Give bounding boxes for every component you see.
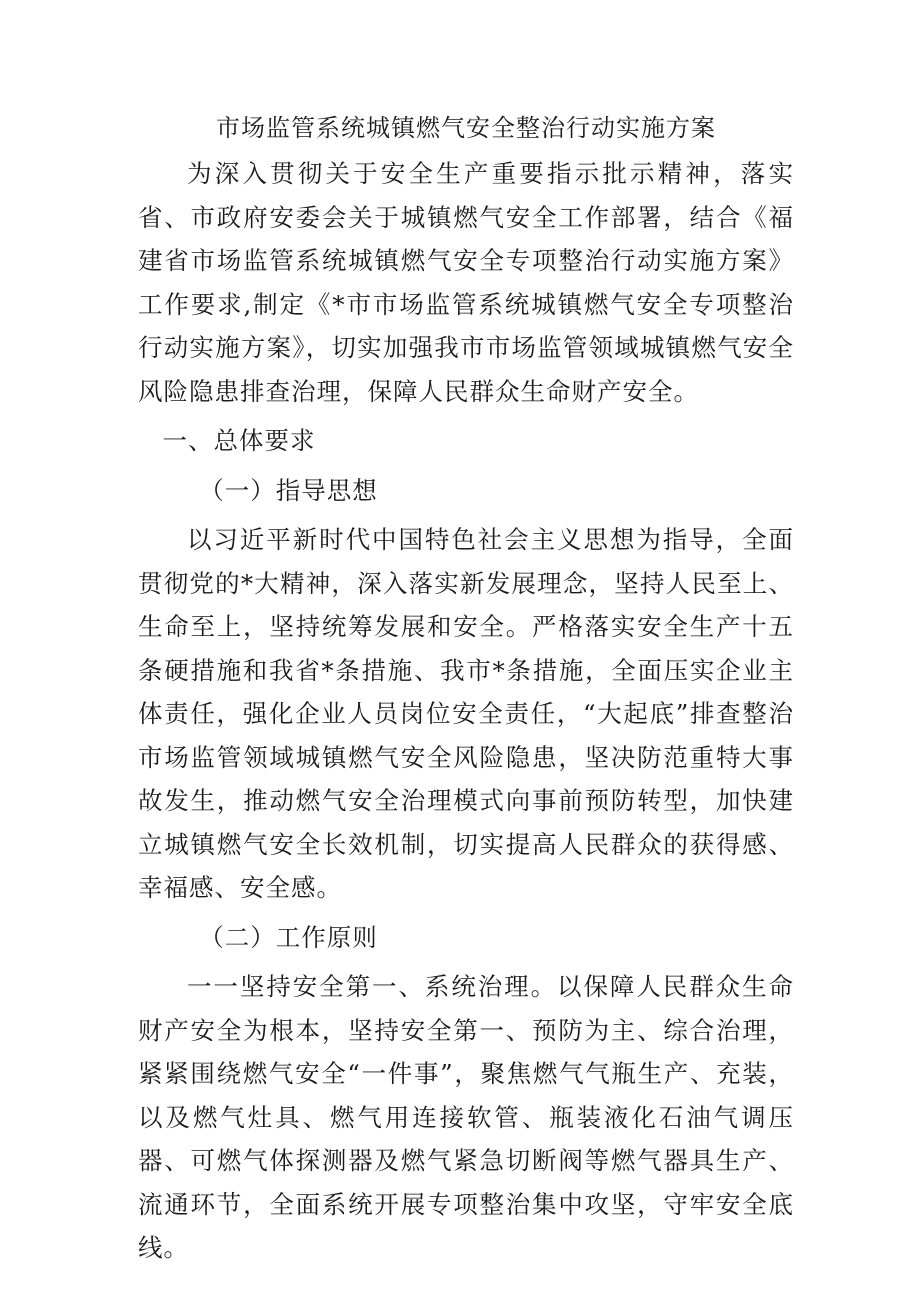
subsection-heading-work-principles: （二）工作原则 — [199, 922, 378, 952]
work-principles-paragraph: 一一坚持安全第一、系统治理。以保障人民群众生命财产安全为根本，坚持安全第一、预防为主、综合治理，紧紧围绕燃气安全“一件事”，聚焦燃气气瓶生产、充装，以及燃气灶具、燃气用连接软管、瓶装液化石油气调压器、可燃气体探测器及燃气紧急切断阀等燃气器具生产、流通环节，全面系统开展专项整治集中攻坚，守牢安全底线。 — [138, 972, 794, 1262]
document-page — [138, 108, 794, 1270]
guiding-thought-paragraph: 以习近平新时代中国特色社会主义思想为指导，全面贯彻党的*大精神，深入落实新发展理念，坚持人民至上、生命至上，坚持统筹发展和安全。严格落实安全生产十五条硬措施和我省*条措施、我市*条措施，全面压实企业主体责任，强化企业人员岗位安全责任，“大起底”排查整治市场监管领域城镇燃气安全风险隐患，坚决防范重特大事故发生，推动燃气安全治理模式向事前预防转型，加快建立城镇燃气安全长效机制，切实提高人民群众的获得感、幸福感、安全感。 — [138, 525, 794, 902]
subsection-heading-guiding-thought: （一）指导思想 — [199, 475, 378, 505]
document-title: 市场监管系统城镇燃气安全整治行动实施方案 — [216, 114, 716, 142]
section-heading-overall-requirements: 一、总体要求 — [162, 426, 316, 455]
intro-paragraph: 为深入贯彻关于安全生产重要指示批示精神，落实省、市政府安委会关于城镇燃气安全工作部署，结合《福建省市场监管系统城镇燃气安全专项整治行动实施方案》工作要求,制定《*市市场监管系统城镇燃气安全专项整治行动实施方案》，切实加强我市市场监管领域城镇燃气安全风险隐患排查治理，保障人民群众生命财产安全。 — [138, 159, 794, 406]
